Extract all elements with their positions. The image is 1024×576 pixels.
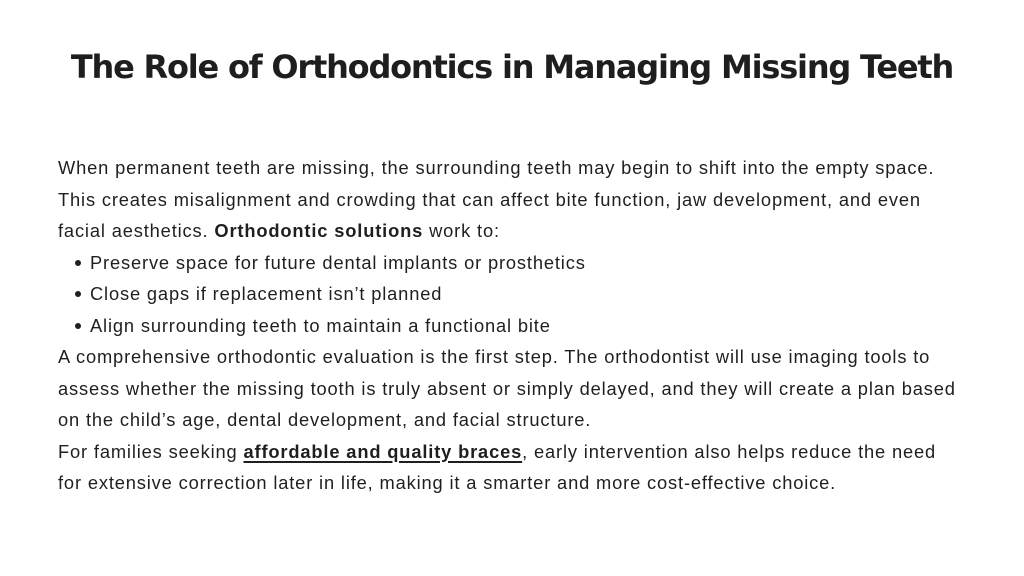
bullet-list — [58, 247, 963, 342]
list-item: Preserve space for future dental implants or prosthetics — [74, 247, 963, 279]
braces-after-text: , early intervention also helps reduce the need for extensive correction later in life, making it a smarter and more cost-effective choice. — [58, 440, 937, 493]
list-item: Align surrounding teeth to maintain a functional bite — [74, 310, 963, 342]
intro-after-text: work to: — [423, 220, 500, 241]
braces-link[interactable]: affordable and quality braces — [243, 440, 523, 462]
intro-text: When permanent teeth are missing, the surrounding teeth may begin to shift into the empty space. This creates misalignment and crowding that can affect bite function, jaw development, and even facial aesthetics. — [58, 157, 935, 241]
list-item: Close gaps if replacement isn’t planned — [74, 278, 963, 310]
intro-bold-text: Orthodontic solutions — [214, 220, 424, 241]
evaluation-paragraph: A comprehensive orthodontic evaluation is the first step. The orthodontist will use imaging tools to assess whether the missing tooth is truly absent or simply delayed, and they will create a plan based on the child’s age, dental development, and facial structure. — [58, 346, 956, 430]
content-body — [58, 152, 963, 499]
braces-before-text: For families seeking — [58, 440, 244, 462]
page-title: The Role of Orthodontics in Managing Missing Teeth — [70, 48, 954, 86]
braces-paragraph — [58, 436, 963, 499]
intro-paragraph — [58, 152, 963, 247]
